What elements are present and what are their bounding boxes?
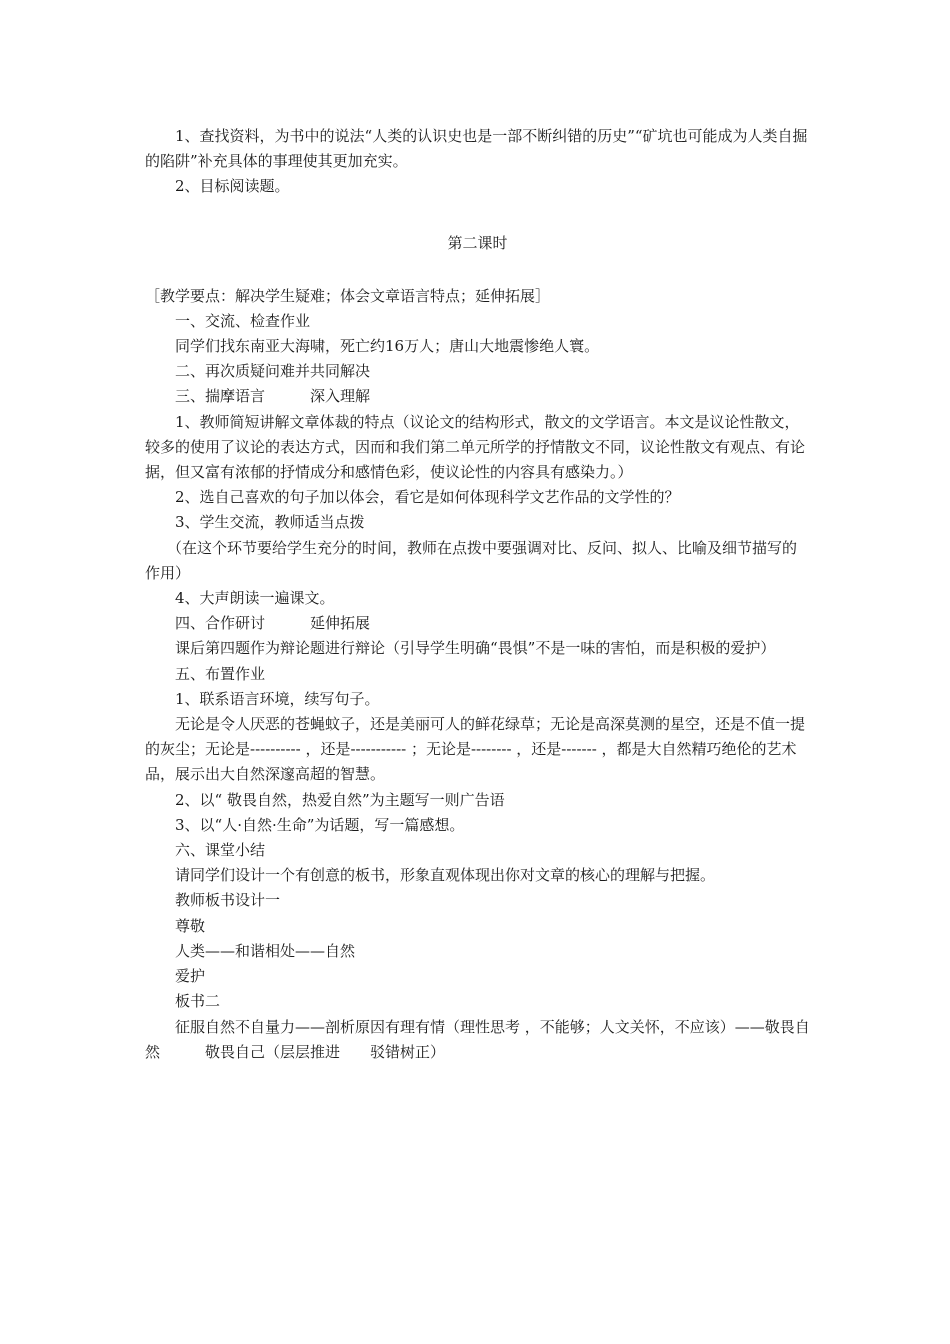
step-1-text: 同学们找东南亚大海啸，死亡约16万人；唐山大地震惨绝人寰。 [175, 337, 600, 356]
board-design-1-title: 教师板书设计一 [175, 891, 281, 910]
step-4-text: 课后第四题作为辩论题进行辩论（引导学生明确“畏惧”不是一味的害怕，而是积极的爱护） [175, 639, 776, 658]
document-content [145, 124, 810, 1065]
teaching-key-points: ［教学要点：解决学生疑难；体会文章语言特点；延伸拓展］ [145, 286, 551, 305]
step-3-item-3: 3、学生交流，教师适当点拨 [175, 513, 365, 532]
step-3-item-4: 4、大声朗读一遍课文。 [175, 589, 335, 608]
step-2-heading: 二、再次质疑问难并共同解决 [175, 362, 371, 381]
section-title: 第二课时 [447, 233, 508, 252]
board-design-1-line-1: 尊敬 [175, 916, 206, 935]
homework-item-1: 1、查找资料，为书中的说法“人类的认识史也是一部不断纠错的历史”“矿坑也可能成为人类自掘的陷阱”补充具体的事理使其更加充实。 [145, 127, 808, 171]
step-5-item-1-text: 无论是令人厌恶的苍蝇蚊子，还是美丽可人的鲜花绿草；无论是高深莫测的星空，还是不值一提的灰尘；无论是---------- ，还是----------- ；无论是-------- ，还是------- ，都是大自然精巧绝伦的艺术品，展示出大自然深邃高超的智慧。 [145, 715, 806, 784]
step-3-item-3-note: （在这个环节要给学生充分的时间，教师在点拨中要强调对比、反问、拟人、比喻及细节描写的作用） [145, 538, 798, 582]
board-design-2-title: 板书二 [175, 992, 221, 1011]
step-5-item-2: 2、以“ 敬畏自然，热爱自然”为主题写一则广告语 [175, 790, 505, 809]
board-design-1-line-2: 人类——和谐相处——自然 [175, 941, 356, 960]
spacer [145, 200, 810, 231]
board-design-2-text: 征服自然不自量力——剖析原因有理有情（理性思考 ，不能够；人文关怀，不应该）——敬畏自然 敬畏自己（层层推进 驳错树正） [145, 1017, 810, 1061]
step-3-item-1: 1、教师简短讲解文章体裁的特点（议论文的结构形式，散文的文学语言。本文是议论性散文，较多的使用了议论的表达方式，因而和我们第二单元所学的抒情散文不同，议论性散文有观点、有论据，但又富有浓郁的抒情成分和感情色彩，使议论性的内容具有感染力。） [145, 412, 806, 482]
step-6-heading: 六、课堂小结 [175, 841, 266, 860]
step-3-heading: 三、揣摩语言 深入理解 [175, 387, 371, 406]
board-design-1-line-3: 爱护 [175, 967, 206, 986]
homework-item-2: 2、目标阅读题。 [175, 177, 290, 196]
step-3-item-2: 2、选自己喜欢的句子加以体会，看它是如何体现科学文艺作品的文学性的？ [175, 488, 680, 507]
step-4-heading: 四、合作研讨 延伸拓展 [175, 614, 371, 633]
step-5-heading: 五、布置作业 [175, 664, 266, 683]
step-1-heading: 一、交流、检查作业 [175, 311, 311, 330]
step-5-item-1: 1、联系语言环境，续写句子。 [175, 689, 380, 708]
step-6-text: 请同学们设计一个有创意的板书，形象直观体现出你对文章的核心的理解与把握。 [175, 866, 716, 885]
spacer [145, 256, 810, 284]
step-5-item-3: 3、以“人·自然·生命”为话题，写一篇感想。 [175, 815, 465, 834]
